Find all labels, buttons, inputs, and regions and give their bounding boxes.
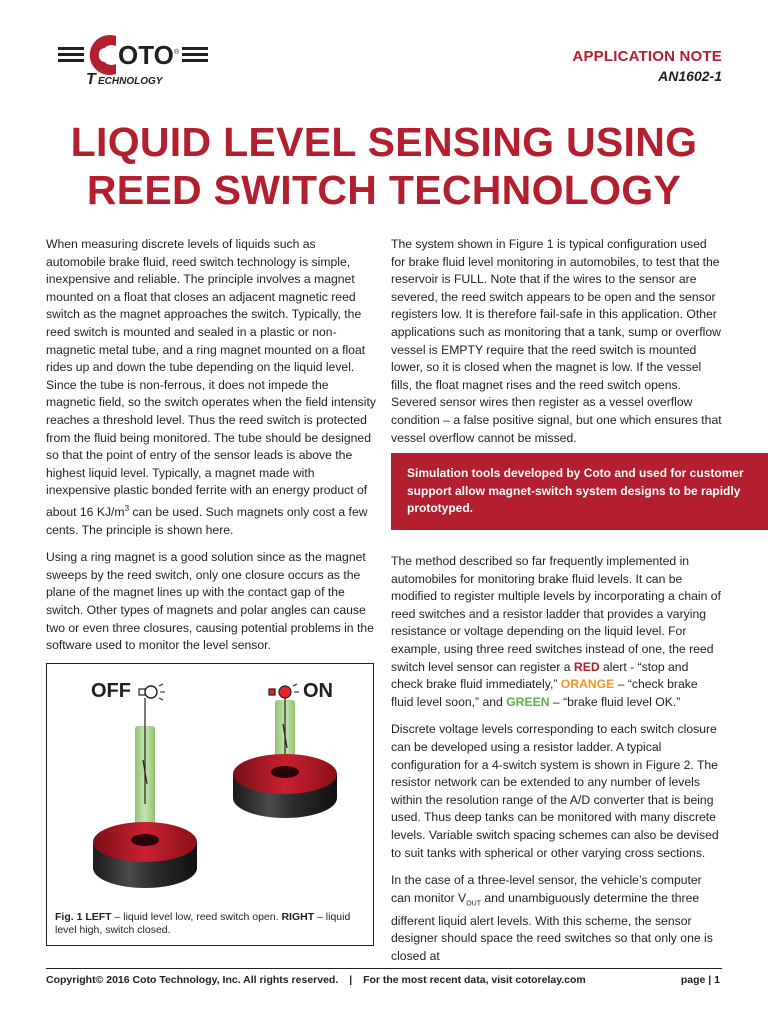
figure-caption	[55, 911, 373, 937]
callout-box: Simulation tools developed by Coto and used for customer support allow magnet-switch system designs to be rapidly prototyped.	[391, 453, 768, 530]
right-p4-text-b: and unambiguously determine the three different liquid alert levels. With this scheme, the sensor designer should space the reed switches so that only one is closed at	[391, 890, 713, 963]
page-separator: |	[708, 974, 712, 986]
application-note-label: APPLICATION NOTE	[572, 48, 722, 65]
left-column	[46, 236, 377, 665]
off-label: OFF	[91, 680, 131, 702]
lamp-off-icon	[139, 684, 165, 700]
orange-alert-word: ORANGE	[560, 677, 615, 692]
page-label: page	[680, 974, 706, 986]
logo-registered-mark: ®	[174, 49, 180, 56]
right-p4-text-a: In the case of a three-level sensor, the vehicle’s computer can monitor V	[391, 873, 702, 905]
right-column-bottom	[391, 553, 723, 976]
footer-separator: |	[349, 974, 353, 986]
right-ring-magnet	[233, 754, 337, 818]
title-line-2: REED SWITCH TECHNOLOGY	[86, 167, 682, 213]
figure-1	[46, 663, 374, 946]
left-p1-superscript: 3	[124, 503, 130, 513]
right-paragraph-4	[391, 872, 723, 965]
coto-logo-graphic	[58, 32, 218, 88]
on-label: ON	[303, 680, 333, 702]
caption-left-label: Fig. 1 LEFT	[55, 911, 112, 923]
application-note-block	[572, 48, 722, 84]
right-paragraph-3: Discrete voltage levels corresponding to each switch closure can be developed using a resistor ladder. A typical configuration for a 4-switch system is shown in Figure 2. The resistor network can be extended to any number of levels within the resolution range of the A/D converter that is being used. Thus deep tanks can be monitored with many discrete levels. Variable switch spacing schemes can also be devised to suit tanks with spherical or other varying cross sections.	[391, 722, 719, 860]
right-p4-subscript: OUT	[466, 900, 481, 908]
caption-left-text: – liquid level low, reed switch open.	[111, 911, 282, 923]
lamp-on-icon	[269, 684, 299, 698]
page-footer	[46, 968, 722, 986]
left-paragraph-1	[46, 236, 377, 539]
right-p2-text-a: The method described so far frequently implemented in automobiles for monitoring brake fluid levels. It can be modified to register multiple levels by incorporating a chain of reed switches and a resistor ladder that provides a varying resistance or voltage depending on the liquid level. For example, using three reed switches instead of one, the reed switch level sensor can register a	[391, 554, 721, 674]
caption-right-label: RIGHT	[281, 911, 315, 923]
figure-1-illustration	[47, 664, 375, 947]
title-line-1: LIQUID LEVEL SENSING USING	[70, 119, 698, 165]
coto-logo	[58, 32, 218, 88]
logo-sub-rest: ECHNOLOGY	[98, 76, 163, 87]
footer-data-link[interactable]: For the most recent data, visit cotorelay.com	[363, 974, 586, 986]
page-number: 1	[714, 974, 720, 986]
left-ring-magnet	[93, 822, 197, 888]
left-p1-text-a: When measuring discrete levels of liquids such as automobile brake fluid, reed switch technology is simple, inexpensive and reliable. The principle involves a magnet mounted on a float that closes an adjacent magnetic reed switch as the magnet approaches the switch. Typically, the reed switch is mounted and sealed in a plastic or non-magnetic metal tube, and a ring magnet mounted on a float rides up and down the tube depending on the liquid level. Since the tube is non-ferrous, it does not impede the magnetic field, so the switch operates when the field intensity reaches a threshold level. Thus the reed switch is protected from the fluid being monitored. The tube should be designed so that the point of entry of the sensor leads is above the highest liquid level. Typically, a magnet made with inexpensive plastic bonded ferrite with an energy product of about 16 KJ/m	[46, 237, 376, 519]
right-paragraph-2	[391, 553, 723, 711]
right-paragraph-1: The system shown in Figure 1 is typical configuration used for brake fluid level monitoring in automobiles, to test that the reservoir is FULL. Note that if the wires to the sensor are severed, the reed switch appears to be open and the sensor registers low. It is therefore fail-safe in this application. Other applications such as monitoring that a tank, sump or overflow vessel is EMPTY require that the reed switch is mounted lower, so it is closed when the magnet is low. If the vessel fills, the float magnet rises and the reed switch opens. Severed sensor wires then register as a vessel overflow condition – a false positive signal, but one which ensures that vessel overflow cannot be missed.	[391, 237, 722, 445]
green-alert-word: GREEN	[506, 694, 550, 709]
right-column-top	[391, 236, 723, 457]
logo-sub-initial: T	[86, 71, 96, 88]
document-title	[0, 118, 768, 214]
caption-right-text: – liquid level high, switch closed.	[55, 911, 351, 936]
logo-letter: C	[98, 45, 113, 67]
footer-page-number	[681, 974, 720, 986]
footer-copyright: Copyright© 2016 Coto Technology, Inc. All rights reserved.	[46, 974, 339, 986]
logo-word: OTO	[118, 40, 174, 70]
right-p2-text-b: alert - “stop and check brake fluid immediately,”	[391, 659, 689, 692]
left-p1-text-b: can be used. Such magnets only cost a few cents. The principle is shown here.	[46, 504, 368, 537]
application-note-number: AN1602-1	[658, 68, 722, 84]
right-p2-text-d: – “brake fluid level OK.”	[549, 694, 681, 709]
left-paragraph-2: Using a ring magnet is a good solution since as the magnet sweeps by the reed switch, only one closure occurs as the plane of the magnet lines up with the contact gap of the switch. Other types of magnets and polar angles can cause two or even three closures, causing potential problems in the software used to monitor the level sensor.	[46, 550, 374, 653]
right-p2-text-c: – “check brake fluid level soon,” and	[391, 677, 698, 709]
red-alert-word: RED	[573, 659, 600, 674]
